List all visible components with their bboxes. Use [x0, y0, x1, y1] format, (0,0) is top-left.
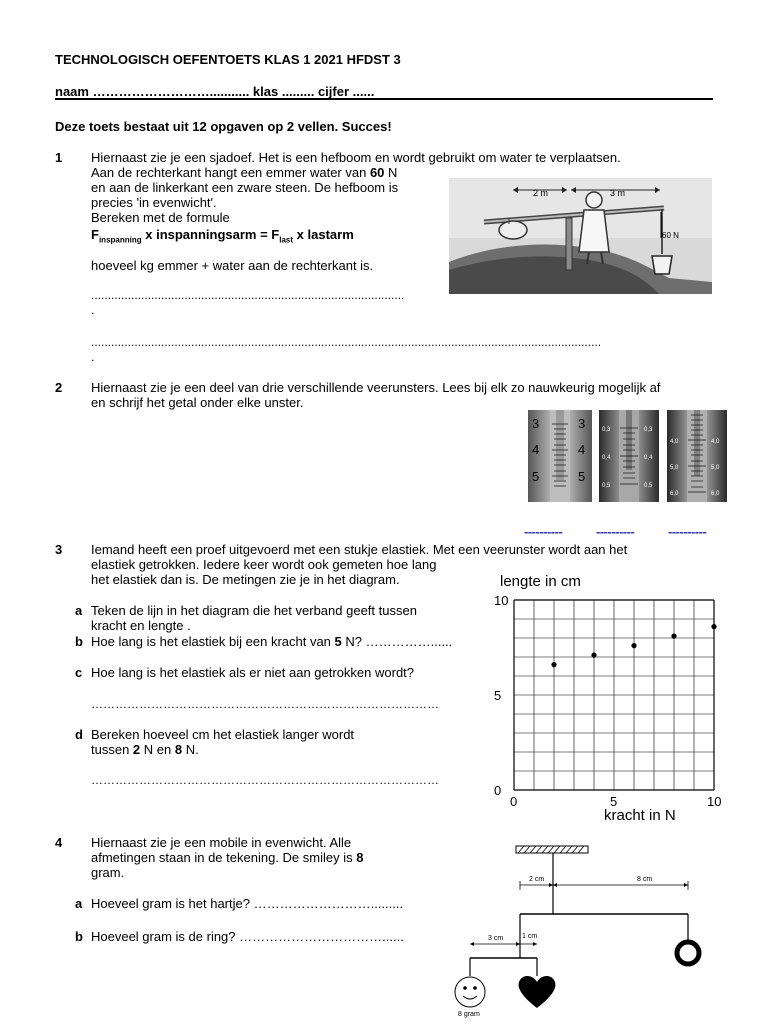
scale-3-answer-blank[interactable]: ----------	[668, 524, 707, 539]
q2-line2: en schrijf het getal onder elke unster.	[91, 395, 304, 410]
question-4-number: 4	[55, 835, 63, 850]
force-60n-label: 60 N	[662, 231, 679, 240]
q1-formula: $F_{inspanning}$ x inspanningsarm = $F_{last}$ x lastarm	[91, 227, 354, 245]
spring-scale-3	[667, 410, 727, 502]
q3c-label: c	[75, 665, 83, 680]
chart-xlabel: kracht in N	[604, 807, 676, 824]
svg-text:3: 3	[578, 416, 586, 431]
question-2-number: 2	[55, 380, 63, 395]
intro-text: Deze toets bestaat uit 12 opgaven op 2 vellen. Succes!	[55, 119, 392, 134]
q4-line2: afmetingen staan in de tekening. De smiley is 8	[91, 850, 364, 865]
q3c-text: Hoe lang is het elastiek als er niet aan getrokken wordt?	[91, 665, 415, 680]
spring-scale-1	[528, 410, 592, 502]
dim-8cm-label: 8 cm	[637, 876, 653, 883]
q4b-label: b	[75, 929, 83, 944]
header-divider	[55, 98, 713, 100]
dim-2m-label: 2 m	[533, 188, 549, 198]
chart-ylabel: lengte in cm	[500, 573, 581, 590]
chart-data-point	[671, 634, 676, 639]
q4-line3: gram.	[91, 865, 125, 880]
svg-text:5,0: 5,0	[711, 465, 720, 471]
q3-line3: het elastiek dan is. De metingen zie je in het diagram.	[91, 572, 400, 587]
q1-answer-line-1b: .	[91, 303, 95, 317]
svg-text:3: 3	[532, 416, 540, 431]
svg-text:4,0: 4,0	[711, 439, 720, 445]
q3a-text-1: Teken de lijn in het diagram die het verband geeft tussen	[91, 603, 417, 618]
q4a-text: Hoeveel gram is het hartje? ……………………….........	[91, 896, 404, 911]
q4a-label: a	[75, 896, 83, 911]
dim-3cm-label: 3 cm	[488, 935, 504, 942]
q1-answer-line-1[interactable]: ..............................................................................................	[91, 288, 405, 302]
smiley-icon	[455, 977, 485, 1007]
spring-scale-2	[599, 410, 659, 502]
svg-text:0,3: 0,3	[602, 427, 611, 433]
mobile-illustration	[450, 840, 710, 1020]
page-title: TECHNOLOGISCH OEFENTOETS KLAS 1 2021 HFDST 3	[55, 52, 401, 67]
svg-text:5: 5	[532, 469, 540, 484]
dim-1cm-label: 1 cm	[522, 933, 538, 940]
ring-icon	[677, 942, 699, 964]
chart-y-tick-label: 10	[494, 593, 509, 608]
q4-line1: Hiernaast zie je een mobile in evenwicht. Alle	[91, 835, 352, 850]
q3d-text-2: tussen 2 N en 8 N.	[91, 742, 199, 757]
svg-text:4: 4	[578, 442, 586, 457]
q3d-label: d	[75, 727, 83, 742]
chart-x-tick-label: 5	[610, 794, 618, 809]
q1-line6: hoeveel kg emmer + water aan de rechterkant is.	[91, 258, 374, 273]
q3-line2: elastiek getrokken. Iedere keer wordt ook gemeten hoe lang	[91, 557, 437, 572]
q1-line5: Bereken met de formule	[91, 210, 230, 225]
dim-3m-label: 3 m	[610, 188, 626, 198]
svg-text:0,5: 0,5	[602, 483, 611, 489]
q1-line1: Hiernaast zie je een sjadoef. Het is een hefboom en wordt gebruikt om water te verplaatsen.	[91, 150, 621, 165]
question-1-number: 1	[55, 150, 63, 165]
q3-line1: Iemand heeft een proef uitgevoerd met een stukje elastiek. Met een veerunster wordt aan het	[91, 542, 628, 557]
q4b-text: Hoeveel gram is de ring? ……………………………......	[91, 929, 404, 944]
svg-text:5: 5	[578, 469, 586, 484]
q3b-label: b	[75, 634, 83, 649]
q2-line1: Hiernaast zie je een deel van drie verschillende veerunsters. Lees bij elk zo nauwkeurig mogelijk af	[91, 380, 661, 395]
q3d-text-1: Bereken hoeveel cm het elastiek langer wordt	[91, 727, 355, 742]
scale-1-answer-blank[interactable]: ----------	[524, 524, 563, 539]
q1-line4: precies 'in evenwicht'.	[91, 195, 217, 210]
chart-y-tick-label: 0	[494, 783, 502, 798]
scale-2-answer-blank[interactable]: ----------	[596, 524, 635, 539]
q3b-text: Hoe lang is het elastiek bij een kracht van 5 N? ……………......	[91, 634, 453, 649]
chart-data-point	[551, 662, 556, 667]
svg-text:4,0: 4,0	[670, 439, 679, 445]
chart-data-point	[711, 624, 716, 629]
chart-data-point	[631, 643, 636, 648]
svg-text:5,0: 5,0	[670, 465, 679, 471]
q1-line3: en aan de linkerkant een zware steen. De hefboom is	[91, 180, 399, 195]
sjadoef-illustration	[449, 178, 712, 294]
dim-2cm-label: 2 cm	[529, 876, 545, 883]
svg-text:6,0: 6,0	[711, 491, 720, 497]
q1-answer-line-2[interactable]: .........................................................................................................................................................	[91, 335, 602, 349]
question-3-number: 3	[55, 542, 63, 557]
svg-text:0,5: 0,5	[644, 483, 653, 489]
q1-answer-line-2b: .	[91, 350, 95, 364]
q3c-answer-line[interactable]: ……………………………………………………………………………	[91, 697, 439, 711]
chart-x-tick-label: 0	[510, 794, 518, 809]
svg-text:0,4: 0,4	[644, 455, 653, 461]
q3a-label: a	[75, 603, 83, 618]
smiley-weight-label: 8 gram	[458, 1011, 480, 1018]
length-force-chart[interactable]	[480, 566, 730, 828]
chart-y-tick-label: 5	[494, 688, 502, 703]
chart-x-tick-label: 10	[707, 794, 722, 809]
heart-icon	[519, 976, 556, 1008]
svg-text:4: 4	[532, 442, 540, 457]
svg-text:6,0: 6,0	[670, 491, 679, 497]
chart-data-point	[591, 653, 596, 658]
svg-text:0,3: 0,3	[644, 427, 653, 433]
name-line: naam ………………………........... klas ......... cijfer ......	[55, 84, 375, 99]
q1-line2: Aan de rechterkant hangt een emmer water van 60 N	[91, 165, 398, 180]
q3a-text-2: kracht en lengte .	[91, 618, 191, 633]
svg-text:0,4: 0,4	[602, 455, 611, 461]
q3d-answer-line[interactable]: ……………………………………………………………………………	[91, 773, 439, 787]
